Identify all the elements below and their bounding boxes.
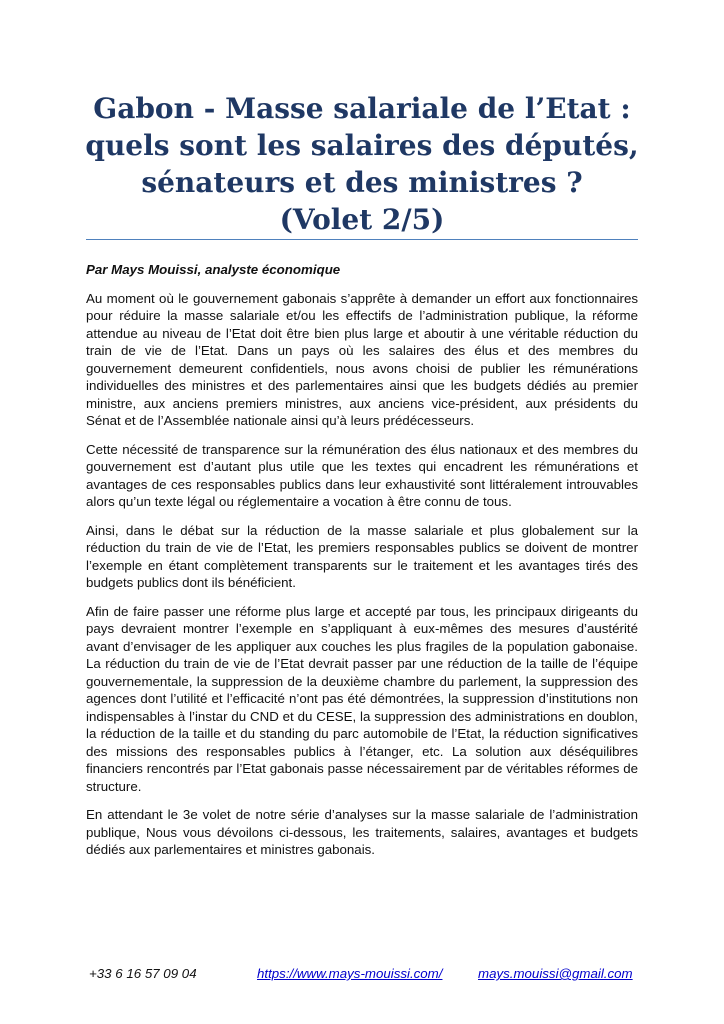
title-divider bbox=[86, 239, 638, 240]
title-line-2: quels sont les salaires des députés, bbox=[85, 129, 639, 162]
paragraph-3: Ainsi, dans le débat sur la réduction de la masse salariale et plus globalement sur la réduction du train de vie de l’Etat, les premiers responsables publics se doivent de montrer l’exemple en étant complètement transparents sur le traitement et les avantages tirés des budgets publics dont ils bénéficient. bbox=[86, 522, 638, 590]
footer-website-link[interactable]: https://www.mays-mouissi.com/ bbox=[257, 966, 443, 981]
paragraph-5: En attendant le 3e volet de notre série d’analyses sur la masse salariale de l’administration publique, Nous vous dévoilons ci-dessous, les traitements, salaires, avantages et budgets dédiés aux parlementaires et ministres gabonais. bbox=[86, 807, 638, 857]
document-body bbox=[86, 261, 638, 870]
paragraph-4: Afin de faire passer une réforme plus large et accepté par tous, les principaux dirigeants du pays devraient montrer l’exemple en s’appliquant à eux-mêmes des mesures d’austérité avant d’envisager de les appliquer aux couches les plus fragiles de la population gabonaise. La réduction du train de vie de l’Etat devrait passer par une réduction de la taille de l’équipe gouvernementale, la suppression de la deuxième chambre du parlement, la suppression des agences dont l’utilité et l’efficacité n’ont pas été démontrées, la suppression d’institutions non indispensables à l’instar du CND et du CESE, la suppression des administrations en doublon, la réduction de la taille et du standing du parc automobile de l’Etat, la réduction significatives des missions des responsables publics à l’étanger, etc. La solution aux déséquilibres financiers rencontrés par l’Etat gabonais passe nécessairement par de véritables réformes de structure. bbox=[86, 603, 638, 794]
paragraph-2: Cette nécessité de transparence sur la rémunération des élus nationaux et des membres du gouvernement est d’autant plus utile que les textes qui encadrent les rémunérations et avantages de ces responsables publics dans leur exhaustivité sont littéralement introuvables alors qu’un texte légal ou réglementaire a vocation à être connu de tous. bbox=[86, 441, 638, 509]
byline: Par Mays Mouissi, analyste économique bbox=[86, 262, 341, 277]
footer-phone: +33 6 16 57 09 04 bbox=[89, 966, 197, 981]
footer-email-link[interactable]: mays.mouissi@gmail.com bbox=[478, 966, 633, 981]
title-line-1: Gabon - Masse salariale de l’Etat : bbox=[93, 92, 631, 125]
title-line-3: sénateurs et des ministres ? bbox=[141, 166, 583, 199]
paragraph-1: Au moment où le gouvernement gabonais s’apprête à demander un effort aux fonctionnaires pour réduire la masse salariale et/ou les effectifs de l’administration publique, la réforme attendue au niveau de l’Etat doit être bien plus large et aboutir à une véritable réduction du train de vie de l’Etat. Dans un pays où les salaires des élus et des membres du gouvernement demeurent confidentiels, nous avons choisi de publier les rémunérations individuelles des ministres et des parlementaires ainsi que les budgets dédiés au premier ministre, aux anciens premiers ministres, aux anciens vice-président, aux présidents du Sénat et de l’Assemblée nationale ainsi qu’à leurs prédécesseurs. bbox=[86, 290, 638, 428]
title-line-4: (Volet 2/5) bbox=[279, 203, 445, 236]
document-title bbox=[40, 90, 684, 238]
